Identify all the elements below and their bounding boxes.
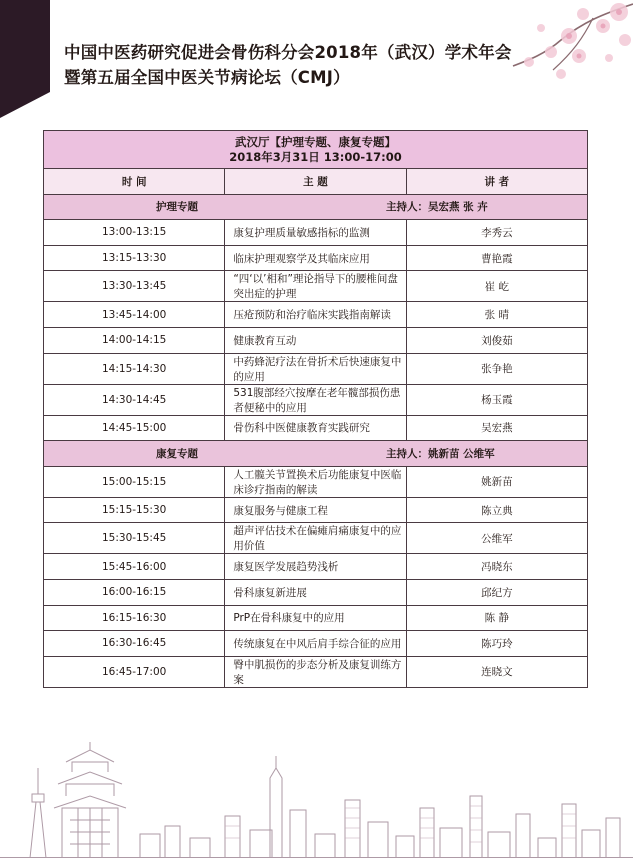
speaker-cell: 邱纪方 bbox=[406, 579, 587, 605]
table-row bbox=[44, 466, 588, 497]
speaker-cell: 李秀云 bbox=[406, 220, 587, 246]
time-cell: 13:30-13:45 bbox=[44, 271, 225, 302]
speaker-cell: 冯晓东 bbox=[406, 554, 587, 580]
time-cell: 16:00-16:15 bbox=[44, 579, 225, 605]
speaker-cell: 陈巧玲 bbox=[406, 631, 587, 657]
topic-cell: 中药蜂泥疗法在骨折术后快速康复中的应用 bbox=[225, 353, 406, 384]
speaker-cell: 曹艳霞 bbox=[406, 245, 587, 271]
time-cell: 13:00-13:15 bbox=[44, 220, 225, 246]
table-row bbox=[44, 353, 588, 384]
topic-cell: 临床护理观察学及其临床应用 bbox=[225, 245, 406, 271]
table-row bbox=[44, 605, 588, 631]
column-header-row bbox=[44, 169, 588, 195]
table-row bbox=[44, 579, 588, 605]
column-header-speaker: 讲 者 bbox=[406, 169, 587, 195]
speaker-cell: 张争艳 bbox=[406, 353, 587, 384]
speaker-cell: 崔 屹 bbox=[406, 271, 587, 302]
section-header-row bbox=[44, 194, 588, 220]
speaker-cell: 张 晴 bbox=[406, 302, 587, 328]
time-cell: 16:45-17:00 bbox=[44, 656, 225, 687]
topic-cell: 超声评估技术在偏瘫肩痛康复中的应用价值 bbox=[225, 523, 406, 554]
page-title-line1: 中国中医药研究促进会骨伤科分会2018年（武汉）学术年会 bbox=[64, 43, 512, 62]
skyline-decoration bbox=[0, 738, 633, 858]
section-host: 主持人：吴宏燕 张 卉 bbox=[386, 201, 488, 214]
topic-cell: 骨伤科中医健康教育实践研究 bbox=[225, 415, 406, 441]
table-row bbox=[44, 656, 588, 687]
schedule-table bbox=[43, 130, 588, 688]
speaker-cell: 公维军 bbox=[406, 523, 587, 554]
speaker-cell: 陈 静 bbox=[406, 605, 587, 631]
time-cell: 15:15-15:30 bbox=[44, 497, 225, 523]
table-row bbox=[44, 384, 588, 415]
topic-cell: 康复护理质量敏感指标的监测 bbox=[225, 220, 406, 246]
speaker-cell: 姚新苗 bbox=[406, 466, 587, 497]
speaker-cell: 刘俊茹 bbox=[406, 327, 587, 353]
time-cell: 16:15-16:30 bbox=[44, 605, 225, 631]
table-row bbox=[44, 327, 588, 353]
time-cell: 15:00-15:15 bbox=[44, 466, 225, 497]
table-row bbox=[44, 415, 588, 441]
section-header-cell bbox=[44, 194, 588, 220]
time-cell: 14:45-15:00 bbox=[44, 415, 225, 441]
topic-cell: 臀中肌损伤的步态分析及康复训练方案 bbox=[225, 656, 406, 687]
section-header-cell bbox=[44, 441, 588, 467]
topic-cell: “四‘以’相和”理论指导下的腰椎间盘突出症的护理 bbox=[225, 271, 406, 302]
title-block bbox=[64, 40, 604, 90]
topic-cell: 康复医学发展趋势浅析 bbox=[225, 554, 406, 580]
table-row bbox=[44, 523, 588, 554]
time-cell: 13:15-13:30 bbox=[44, 245, 225, 271]
page-title-line2: 暨第五届全国中医关节病论坛（CMJ） bbox=[64, 68, 350, 87]
speaker-cell: 杨玉霞 bbox=[406, 384, 587, 415]
corner-decoration bbox=[0, 0, 50, 118]
table-row bbox=[44, 245, 588, 271]
time-cell: 16:30-16:45 bbox=[44, 631, 225, 657]
time-cell: 15:45-16:00 bbox=[44, 554, 225, 580]
topic-cell: 骨科康复新进展 bbox=[225, 579, 406, 605]
section-title: 护理专题 bbox=[156, 201, 198, 214]
column-header-time: 时 间 bbox=[44, 169, 225, 195]
topic-cell: PrP在骨科康复中的应用 bbox=[225, 605, 406, 631]
speaker-cell: 吴宏燕 bbox=[406, 415, 587, 441]
column-header-topic: 主 题 bbox=[225, 169, 406, 195]
table-row bbox=[44, 271, 588, 302]
table-row bbox=[44, 631, 588, 657]
time-cell: 14:30-14:45 bbox=[44, 384, 225, 415]
table-row bbox=[44, 220, 588, 246]
hall-title: 武汉厅【护理专题、康复专题】 bbox=[235, 134, 396, 149]
speaker-cell: 连晓文 bbox=[406, 656, 587, 687]
topic-cell: 传统康复在中风后肩手综合征的应用 bbox=[225, 631, 406, 657]
section-host: 主持人：姚新苗 公维军 bbox=[386, 447, 495, 460]
speaker-cell: 陈立典 bbox=[406, 497, 587, 523]
table-row bbox=[44, 302, 588, 328]
session-date: 2018年3月31日 13:00-17:00 bbox=[229, 149, 402, 164]
table-header-row bbox=[44, 131, 588, 169]
topic-cell: 健康教育互动 bbox=[225, 327, 406, 353]
table-row bbox=[44, 497, 588, 523]
topic-cell: 531腹部经穴按摩在老年髋部损伤患者便秘中的应用 bbox=[225, 384, 406, 415]
section-header-row bbox=[44, 441, 588, 467]
topic-cell: 康复服务与健康工程 bbox=[225, 497, 406, 523]
time-cell: 13:45-14:00 bbox=[44, 302, 225, 328]
table-header-cell bbox=[44, 131, 588, 169]
time-cell: 15:30-15:45 bbox=[44, 523, 225, 554]
topic-cell: 人工髋关节置换术后功能康复中医临床诊疗指南的解读 bbox=[225, 466, 406, 497]
time-cell: 14:00-14:15 bbox=[44, 327, 225, 353]
time-cell: 14:15-14:30 bbox=[44, 353, 225, 384]
topic-cell: 压疮预防和治疗临床实践指南解读 bbox=[225, 302, 406, 328]
section-title: 康复专题 bbox=[156, 447, 198, 460]
table-row bbox=[44, 554, 588, 580]
